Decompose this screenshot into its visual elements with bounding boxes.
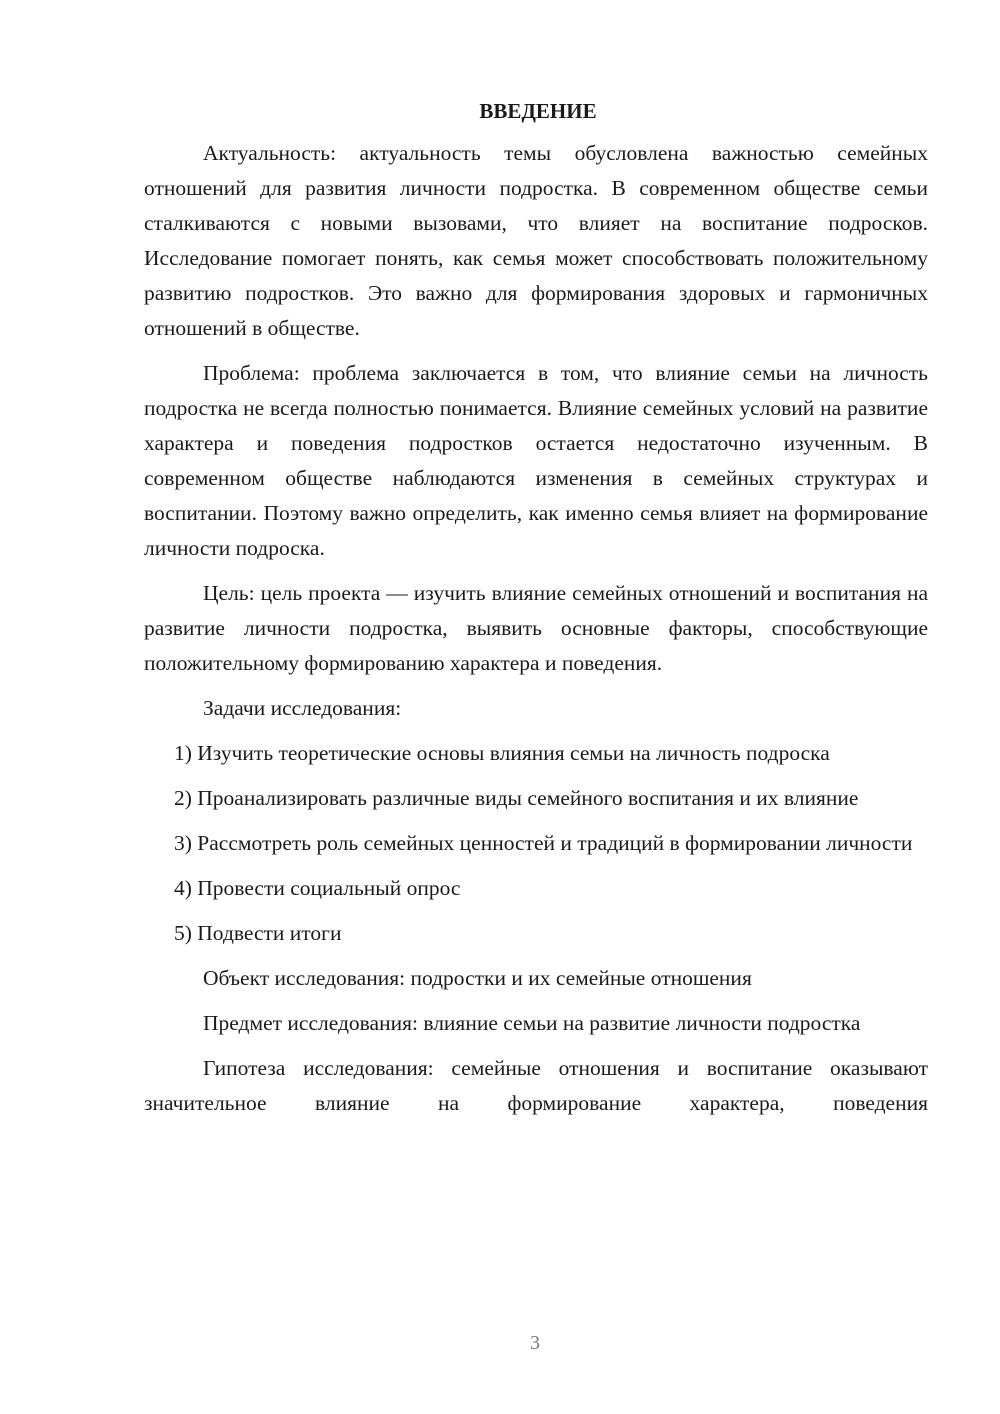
section-title: ВВЕДЕНИЕ [479,99,597,123]
paragraph-subject: Предмет исследования: влияние семьи на развитие личности подростка [203,1011,861,1035]
task-item-5: 5) Подвести итоги [174,921,342,945]
task-item-4: 4) Провести социальный опрос [174,876,461,900]
paragraph-hypothesis: Гипотеза исследования: семейные отношения и воспитание оказывают значительное влияние на формирование характера, поведения [144,1056,928,1115]
task-item-1: 1) Изучить теоретические основы влияния семьи на личность подроска [174,741,830,765]
page-body [144,96,928,1131]
tasks-heading: Задачи исследования: [203,696,402,720]
task-item-3: 3) Рассмотреть роль семейных ценностей и традиций в формировании личности [174,831,913,855]
paragraph-goal: Цель: цель проекта — изучить влияние семейных отношений и воспитания на развитие личности подростка, выявить основные факторы, способствующие положительному формированию характера и поведения. [144,581,928,675]
task-item-2: 2) Проанализировать различные виды семейного воспитания и их влияние [174,786,859,810]
paragraph-object: Объект исследования: подростки и их семейные отношения [203,966,752,990]
page-number: 3 [530,1332,540,1354]
paragraph-relevance: Актуальность: актуальность темы обусловлена важностью семейных отношений для развития личности подростка. В современном обществе семьи сталкиваются с новыми вызовами, что влияет на воспитание подросков. Исследование помогает понять, как семья может способствовать положительному развитию подростков. Это важно для формирования здоровых и гармоничных отношений в обществе. [144,141,928,340]
paragraph-problem: Проблема: проблема заключается в том, что влияние семьи на личность подростка не всегда полностью понимается. Влияние семейных условий на развитие характера и поведения подростков остается недостаточно изученным. В современном обществе наблюдаются изменения в семейных структурах и воспитании. Поэтому важно определить, как именно семья влияет на формирование личности подроска. [144,361,928,560]
